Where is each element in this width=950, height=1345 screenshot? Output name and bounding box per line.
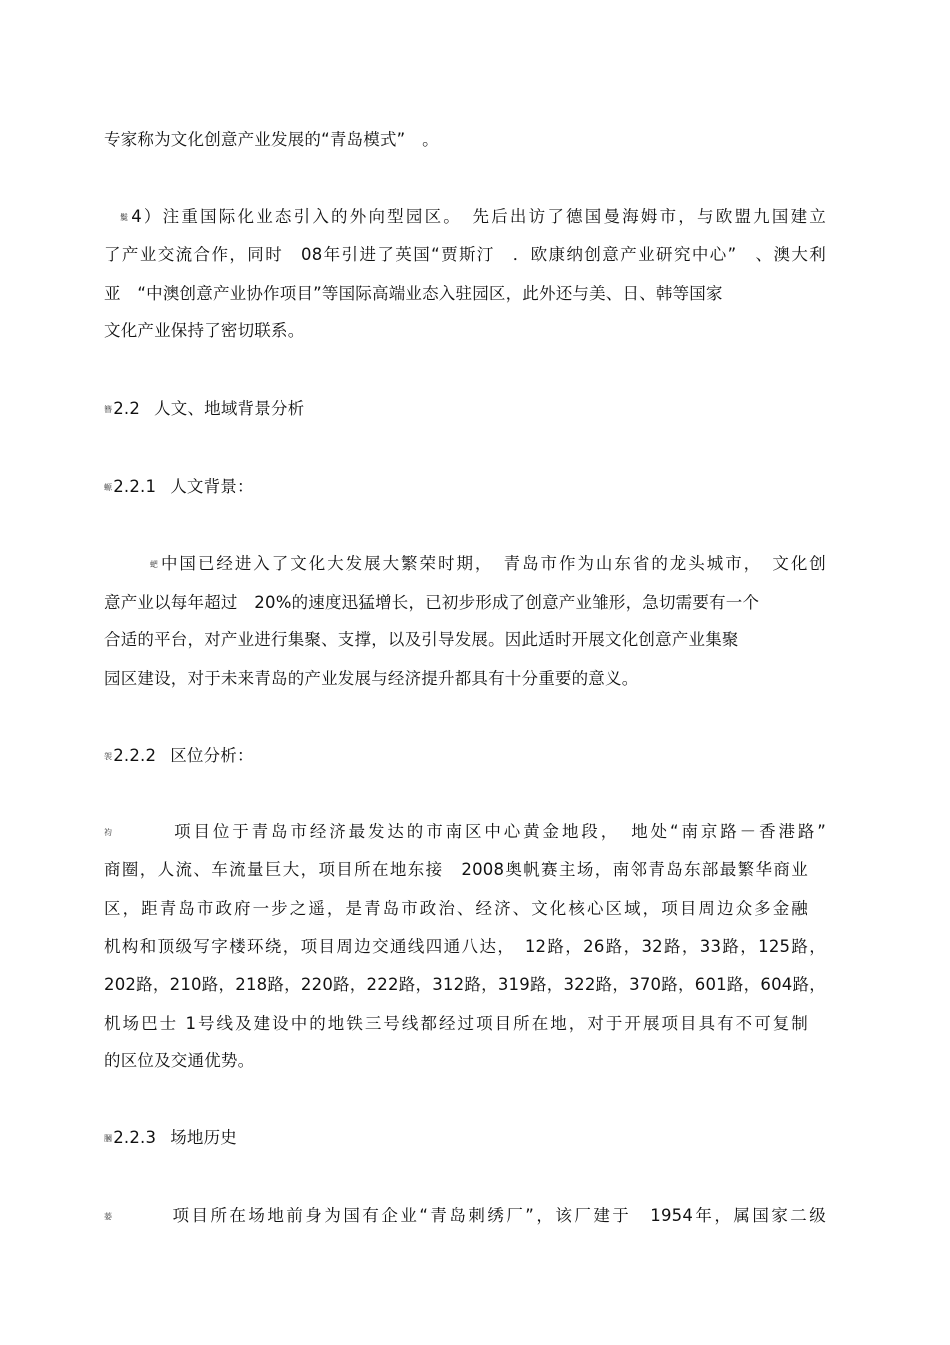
margin-mark: 鬕	[120, 212, 131, 222]
paragraph-line	[104, 859, 808, 881]
line-text: 机场巴士 1号线及建设中的地铁三号线都经过项目所在地，对于开展项目具有不可复制	[104, 1014, 808, 1033]
paragraph-line	[104, 668, 638, 690]
paragraph-line	[104, 320, 304, 342]
margin-mark: 袈	[104, 751, 113, 761]
section-number: 2.2.2	[113, 746, 157, 765]
margin-mark: 袀	[104, 827, 115, 837]
subsection-heading	[104, 1127, 237, 1150]
paragraph-line	[104, 898, 808, 920]
section-number: 2.2.3	[113, 1128, 157, 1147]
line-text: 商圈，人流、车流量巨大，项目所在地东接 2008奥帆赛主场，南邻青岛东部最繁华商业	[104, 860, 808, 879]
section-number: 2.2.1	[113, 477, 157, 496]
line-text: 亚 “中澳创意产业协作项目”等国际高端业态入驻园区，此外还与美、日、韩等国家	[104, 284, 723, 303]
margin-mark: 簪	[104, 404, 113, 414]
margin-mark: 蒆	[104, 1211, 115, 1221]
section-title: 人文、地域背景分析	[154, 399, 305, 418]
paragraph-line	[104, 244, 826, 266]
line-text: 文化产业保持了密切联系。	[104, 321, 305, 340]
section-title: 区位分析：	[170, 746, 254, 765]
line-text: 的区位及交通优势。	[104, 1051, 255, 1070]
line-text: 中国已经进入了文化大发展大繁荣时期， 青岛市作为山东省的龙头城市， 文化创	[160, 554, 826, 573]
section-title: 人文背景：	[170, 477, 254, 496]
subsection-heading	[104, 476, 254, 499]
line-text: 合适的平台，对产业进行集聚、支撑，以及引导发展。因此适时开展文化创意产业集聚	[104, 630, 739, 649]
line-text: 202路，210路，218路，220路，222路，312路，319路，322路，370路，601路，604路，	[104, 975, 826, 994]
line-text: 项目所在场地前身为国有企业“青岛刺绣厂”，该厂建于 1954年，属国家二级	[115, 1206, 827, 1225]
section-number: 2.2	[113, 399, 141, 418]
paragraph-line	[104, 592, 759, 614]
line-text: 了产业交流合作，同时 08年引进了英国“贾斯汀 ．欧康纳创意产业研究中心” 、澳大利	[104, 245, 826, 264]
section-heading	[104, 398, 304, 421]
paragraph-line	[104, 974, 826, 996]
paragraph-line	[104, 629, 739, 651]
line-text: 园区建设，对于未来青岛的产业发展与经济提升都具有十分重要的意义。	[104, 669, 639, 688]
line-text: 区，距青岛市政府一步之遥，是青岛市政治、经济、文化核心区域，项目周边众多金融	[104, 899, 808, 918]
margin-mark: 螈	[104, 482, 113, 492]
margin-mark: 膕	[104, 1133, 113, 1143]
subsection-heading	[104, 745, 254, 768]
paragraph-line	[104, 283, 723, 305]
line-text: 意产业以每年超过 20%的速度迅猛增长，已初步形成了创意产业雏形，急切需要有一个	[104, 593, 760, 612]
line-text: 4）注重国际化业态引入的外向型园区。 先后出访了德国曼海姆市，与欧盟九国建立	[131, 207, 826, 226]
paragraph-line	[104, 821, 826, 844]
line-text: 专家称为文化创意产业发展的“青岛模式” 。	[104, 130, 439, 149]
paragraph-line	[104, 1205, 826, 1228]
section-title: 场地历史	[170, 1128, 237, 1147]
paragraph-line	[120, 206, 826, 229]
paragraph-line	[104, 1013, 808, 1035]
margin-mark: 蚆	[150, 559, 160, 569]
paragraph-line	[104, 936, 826, 958]
line-text: 机构和顶级写字楼环绕，项目周边交通线四通八达， 12路，26路，32路，33路，125路，	[104, 937, 826, 956]
paragraph-line	[150, 553, 826, 576]
line-text: 项目位于青岛市经济最发达的市南区中心黄金地段， 地处“南京路－香港路”	[115, 822, 827, 841]
text-line	[104, 129, 439, 151]
paragraph-line	[104, 1050, 254, 1072]
